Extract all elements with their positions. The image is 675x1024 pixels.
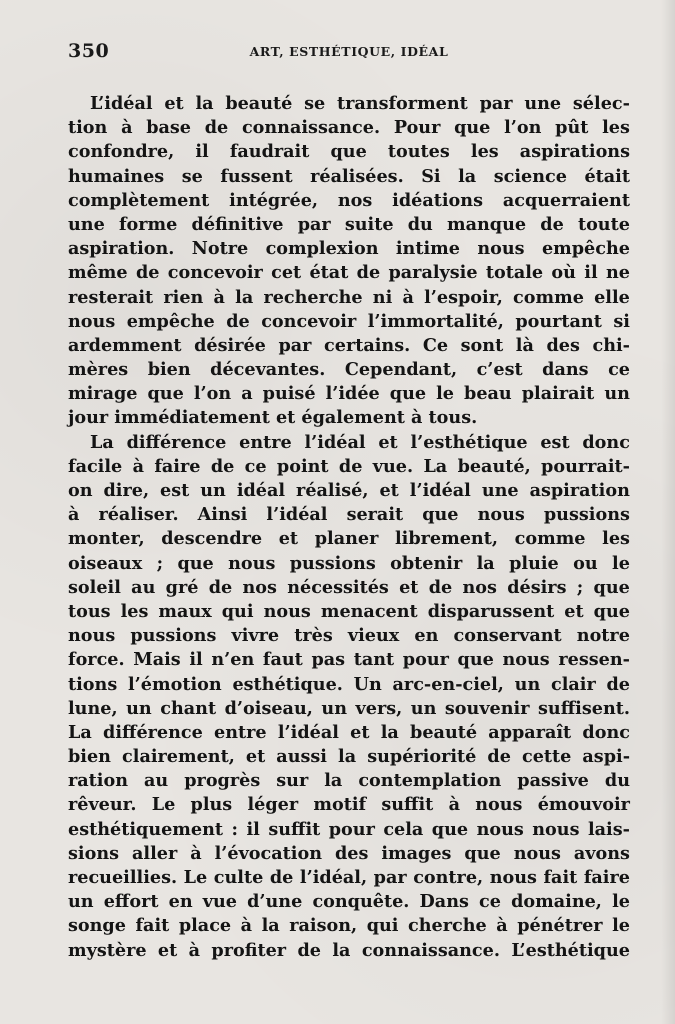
text-line: nous empêche de concevoir l’immortalité, pourtant si [68, 310, 630, 332]
text-line: sions aller à l’évocation des images que nous avons [68, 842, 630, 864]
text-line: oiseaux ; que nous pussions obtenir la pluie ou le [68, 552, 630, 574]
body-text [68, 92, 630, 963]
text-line: tion à base de connaissance. Pour que l’on pût les [68, 117, 630, 139]
text-line: rêveur. Le plus léger motif suffit à nous émouvoir [68, 794, 630, 816]
text-line: ration au progrès sur la contemplation passive du [68, 770, 630, 792]
text-line: tous les maux qui nous menacent disparussent et que [68, 600, 630, 622]
text-line: nous pussions vivre très vieux en conservant notre [68, 625, 630, 647]
text-line: même de concevoir cet état de paralysie totale où il ne [68, 262, 630, 284]
text-line: confondre, il faudrait que toutes les aspirations [68, 141, 630, 163]
text-line: une forme définitive par suite du manque de toute [68, 213, 630, 235]
text-line: un effort en vue d’une conquête. Dans ce domaine, le [68, 891, 630, 913]
text-line: La différence entre l’idéal et l’esthétique est donc [90, 431, 630, 453]
text-line: force. Mais il n’en faut pas tant pour que nous ressen- [68, 649, 630, 671]
text-line: La différence entre l’idéal et la beauté apparaît donc [68, 721, 630, 743]
text-line: tions l’émotion esthétique. Un arc-en-ciel, un clair de [68, 673, 630, 695]
text-line: mères bien décevantes. Cependant, c’est dans ce [68, 359, 630, 381]
text-line: monter, descendre et planer librement, comme les [68, 528, 630, 550]
text-line: aspiration. Notre complexion intime nous empêche [68, 238, 630, 260]
text-line: mirage que l’on a puisé l’idée que le beau plairait un [68, 383, 630, 405]
text-line: ardemment désirée par certains. Ce sont là des chi- [68, 334, 630, 356]
text-line: L’idéal et la beauté se transforment par une sélec- [90, 93, 630, 114]
running-title: ART, ESTHÉTIQUE, IDÉAL [249, 44, 449, 59]
text-line: complètement intégrée, nos idéations acquerraient [68, 189, 630, 211]
text-line: soleil au gré de nos nécessités et de nos désirs ; que [68, 576, 630, 598]
text-line: facile à faire de ce point de vue. La beauté, pourrait- [68, 455, 630, 477]
text-line: à réaliser. Ainsi l’idéal serait que nous pussions [68, 504, 630, 526]
text-line: on dire, est un idéal réalisé, et l’idéal une aspiration [68, 480, 630, 501]
text-line: jour immédiatement et également à tous. [68, 407, 478, 429]
page-header [68, 40, 630, 66]
text-line: mystère et à profiter de la connaissance. L’esthétique [68, 939, 630, 961]
text-line: humaines se fussent réalisées. Si la science était [68, 165, 630, 187]
text-line: songe fait place à la raison, qui cherche à pénétrer le [68, 915, 630, 937]
text-line: resterait rien à la recherche ni à l’espoir, comme elle [68, 286, 630, 308]
text-line: bien clairement, et aussi la supériorité de cette aspi- [68, 746, 630, 768]
page-number: 350 [68, 40, 110, 62]
text-line: esthétiquement : il suffit pour cela que nous nous lais- [68, 818, 630, 840]
text-line: recueillies. Le culte de l’idéal, par contre, nous fait faire [68, 867, 630, 888]
page-edge-shadow [661, 0, 675, 1024]
text-line: lune, un chant d’oiseau, un vers, un souvenir suffisent. [68, 697, 630, 719]
